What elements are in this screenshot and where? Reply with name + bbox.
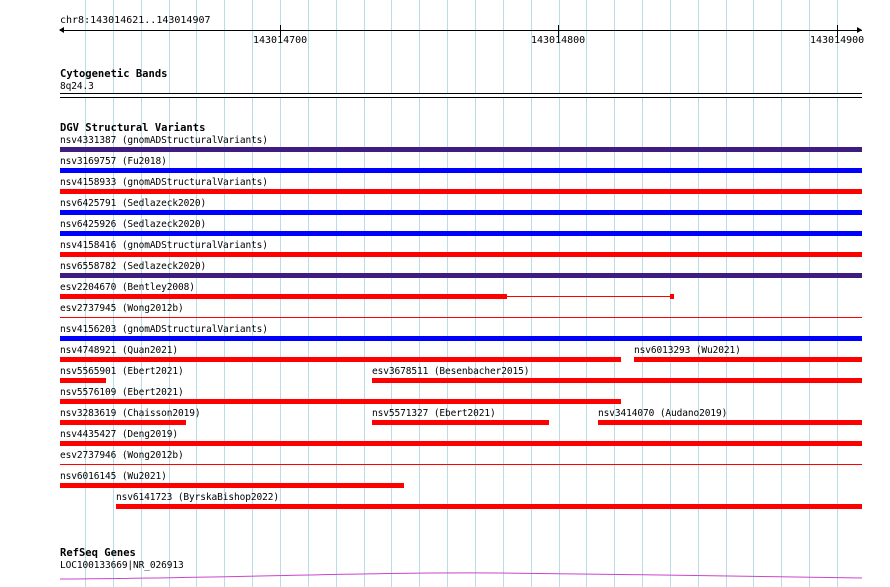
variant-label: nsv4156203 (gnomADStructuralVariants) (60, 324, 268, 335)
variant-bar[interactable] (670, 294, 674, 299)
ruler-right-arrow-icon (857, 27, 862, 33)
variant-bar[interactable] (634, 357, 862, 362)
variant-label: nsv5571327 (Ebert2021) (372, 408, 496, 419)
variant-label: nsv3283619 (Chaisson2019) (60, 408, 201, 419)
variant-label: nsv6558782 (Sedlazeck2020) (60, 261, 207, 272)
ruler-tick-label: 143014700 (253, 35, 308, 46)
variant-label: nsv6141723 (ByrskaBishop2022) (116, 492, 279, 503)
variant-bar[interactable] (60, 252, 862, 257)
track-title-dgv-structural-variants[interactable]: DGV Structural Variants (60, 122, 206, 134)
variant-bar[interactable] (60, 336, 862, 341)
variant-bar[interactable] (60, 168, 862, 173)
variant-connector (507, 296, 671, 297)
variant-label: nsv4158416 (gnomADStructuralVariants) (60, 240, 268, 251)
variant-line[interactable] (60, 464, 862, 465)
variant-bar[interactable] (60, 420, 186, 425)
variant-bar[interactable] (60, 294, 507, 299)
track-title-cytogenetic-bands[interactable]: Cytogenetic Bands (60, 68, 168, 80)
variant-line[interactable] (60, 317, 862, 318)
variant-bar[interactable] (60, 378, 106, 383)
variant-bar[interactable] (372, 378, 862, 383)
variant-bar[interactable] (60, 273, 862, 278)
variant-label: nsv6013293 (Wu2021) (634, 345, 741, 356)
gene-feature-line[interactable] (60, 570, 862, 580)
variant-bar[interactable] (60, 231, 862, 236)
ruler-axis[interactable] (60, 30, 862, 31)
variant-bar[interactable] (60, 483, 404, 488)
variant-label: nsv6425926 (Sedlazeck2020) (60, 219, 207, 230)
gene-label: LOC100133669|NR_026913 (60, 560, 184, 571)
cytoband-label: 8q24.3 (60, 81, 94, 92)
ruler-range-label: chr8:143014621..143014907 (60, 15, 211, 26)
variant-bar[interactable] (598, 420, 862, 425)
variant-label: esv2204670 (Bentley2008) (60, 282, 195, 293)
variant-label: esv2737945 (Wong2012b) (60, 303, 184, 314)
ruler-tick-label: 143014900 (810, 35, 865, 46)
variant-label: nsv5576109 (Ebert2021) (60, 387, 184, 398)
variant-bar[interactable] (60, 147, 862, 152)
variant-label: esv3678511 (Besenbacher2015) (372, 366, 530, 377)
variant-label: nsv5565901 (Ebert2021) (60, 366, 184, 377)
variant-bar[interactable] (116, 504, 862, 509)
variant-bar[interactable] (60, 189, 862, 194)
variant-label: nsv4331387 (gnomADStructuralVariants) (60, 135, 268, 146)
variant-label: nsv3169757 (Fu2018) (60, 156, 167, 167)
variant-label: nsv4435427 (Deng2019) (60, 429, 179, 440)
variant-label: esv2737946 (Wong2012b) (60, 450, 184, 461)
variant-bar[interactable] (372, 420, 549, 425)
variant-label: nsv6425791 (Sedlazeck2020) (60, 198, 207, 209)
variant-bar[interactable] (60, 399, 621, 404)
variant-label: nsv4158933 (gnomADStructuralVariants) (60, 177, 268, 188)
variant-label: nsv3414070 (Audano2019) (598, 408, 728, 419)
variant-bar[interactable] (60, 441, 862, 446)
variant-bar[interactable] (60, 357, 621, 362)
ruler-left-arrow-icon (59, 27, 64, 33)
track-title-refseq-genes[interactable]: RefSeq Genes (60, 547, 136, 559)
ruler-tick-label: 143014800 (531, 35, 586, 46)
variant-label: nsv6016145 (Wu2021) (60, 471, 167, 482)
variant-bar[interactable] (60, 210, 862, 215)
variant-label: nsv4748921 (Quan2021) (60, 345, 179, 356)
cytoband-chromosome-outline[interactable] (60, 93, 862, 98)
